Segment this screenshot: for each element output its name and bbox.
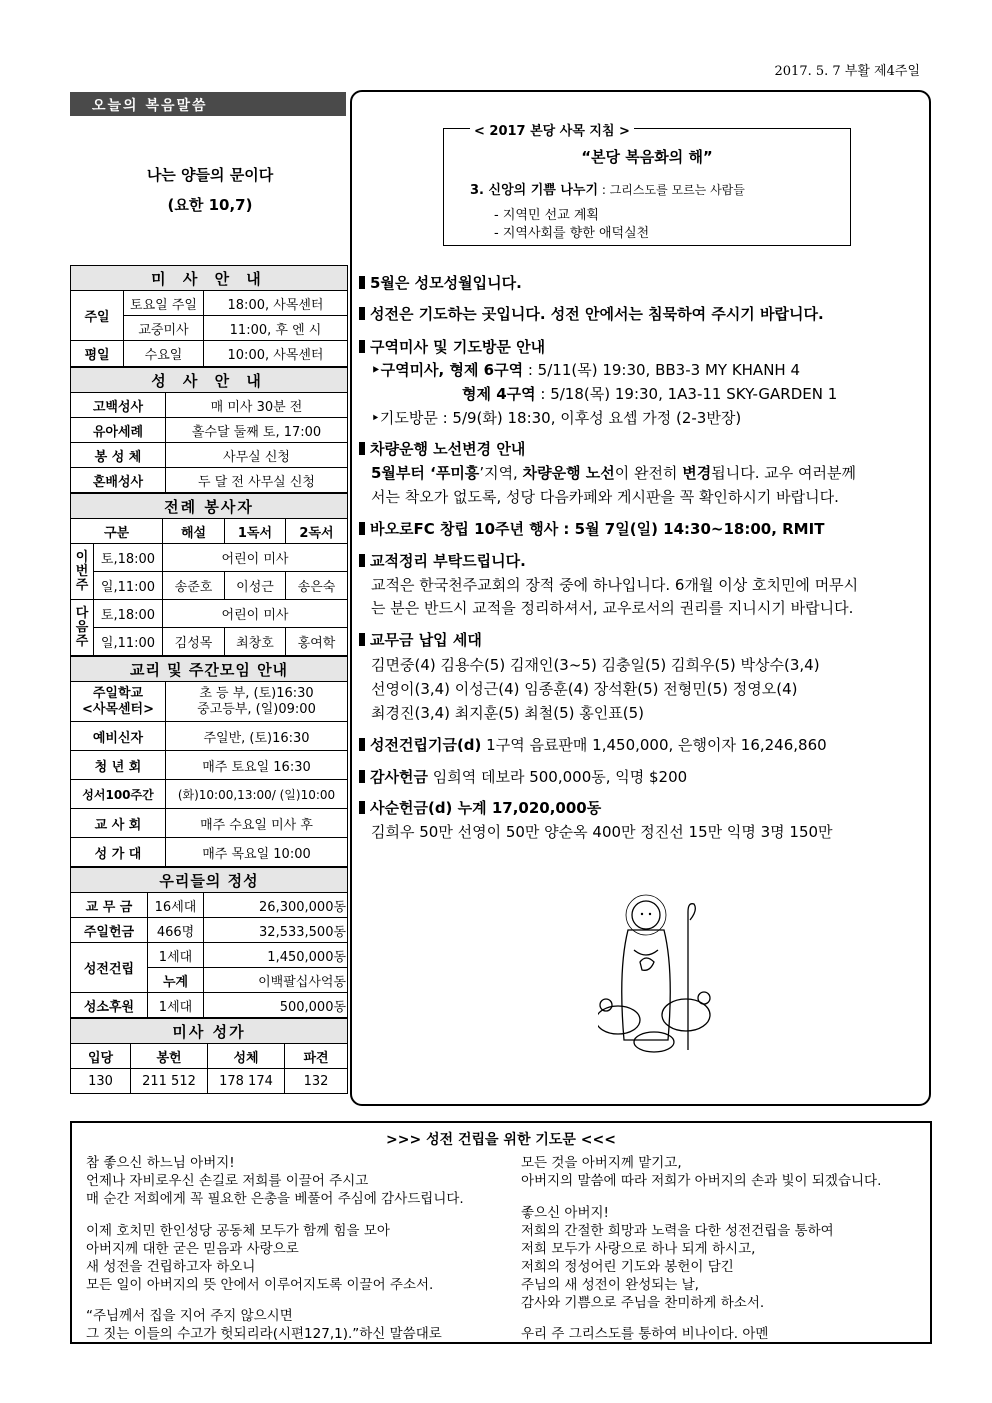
policy-subtitle: “본당 복음화의 해” xyxy=(581,148,713,166)
sacrament-key: 봉 성 체 xyxy=(71,443,166,468)
liturgy-col: 1독서 xyxy=(225,519,286,544)
offering-amount: 32,533,500동 xyxy=(204,918,348,943)
offering-amount: 1,450,000동 xyxy=(204,943,348,968)
prayer-line: 저희 모두가 사랑으로 하나 되게 하시고, xyxy=(521,1241,756,1257)
announcement-title xyxy=(359,629,482,650)
meeting-key-line: 주일학교 xyxy=(92,685,144,701)
sacrament-value: 두 달 전 사무실 신청 xyxy=(166,468,348,493)
announcement-title xyxy=(359,303,824,324)
district-mass-detail: : 5/18(목) 19:30, 1A3-11 SKY-GARDEN 1 xyxy=(535,385,838,403)
hymn-value: 178 174 xyxy=(208,1069,285,1094)
prayer-line: “주님께서 집을 지어 주지 않으시면 xyxy=(86,1308,293,1324)
offering-key: 교 무 금 xyxy=(71,893,148,918)
policy-heading: < 2017 본당 사목 지침 > xyxy=(470,120,634,139)
announcement-line: 김희우 50만 선영이 50만 양순옥 400만 정진선 15만 익명 3명 150만 xyxy=(371,823,833,841)
policy-bullet: - 지역사회를 향한 애덕실천 xyxy=(494,226,650,241)
offering-count: 1세대 xyxy=(148,993,204,1018)
offering-count: 16세대 xyxy=(148,893,204,918)
meetings-heading: 교리 및 주간모임 안내 xyxy=(71,657,348,682)
offering-count: 1세대 xyxy=(148,943,204,968)
announcement-line: 김면중(4) 김용수(5) 김재인(3~5) 김충일(5) 김희우(5) 박상수(3,4) xyxy=(371,656,820,674)
prayer-line: 아버지의 말씀에 따라 저희가 아버지의 손과 빛이 되겠습니다. xyxy=(521,1173,882,1189)
liturgy-cell: 김성목 xyxy=(163,628,225,656)
announcement-title xyxy=(359,734,827,755)
bullet-square xyxy=(359,307,365,320)
meeting-value-line: 초 등 부, (토)16:30 xyxy=(199,685,314,701)
text: 이 완전히 xyxy=(614,464,683,482)
gospel-heading: 오늘의 복음말씀 xyxy=(70,92,346,116)
weekday-label: 평일 xyxy=(71,341,124,367)
hymn-col: 입당 xyxy=(71,1044,131,1069)
prayer-heading: >>> 성전 건립을 위한 기도문 <<< xyxy=(386,1132,616,1148)
announcement-title xyxy=(359,550,526,571)
offering-key: 성전건립 xyxy=(71,943,148,993)
liturgy-cell: 홍여학 xyxy=(286,628,348,656)
prayer-line: 주님의 새 성전이 완성되는 날, xyxy=(521,1277,699,1293)
liturgy-cell: 이성근 xyxy=(225,572,286,600)
liturgy-time: 일,11:00 xyxy=(94,572,163,600)
district-mass-label: ‣구역미사, 형제 6구역 xyxy=(371,361,524,379)
district-mass-label: 형제 4구역 xyxy=(462,385,536,403)
announcement-line: 서는 착오가 없도록, 성당 다음카페와 게시판을 꼭 확인하시기 바랍니다. xyxy=(371,488,839,506)
bullet-square xyxy=(359,554,365,567)
liturgy-cell: 송은숙 xyxy=(286,572,348,600)
announcement-title xyxy=(359,518,824,539)
kyo-time: 11:00, 후 엔 시 xyxy=(204,316,348,341)
announcement-text: 성전건립기금(d) xyxy=(370,736,482,754)
announcement-text: 차량운행 노선변경 안내 xyxy=(370,440,526,458)
announcement-line: ‣기도방문 : 5/9(화) 18:30, 이후성 요셉 가정 (2-3반장) xyxy=(371,409,742,427)
this-week-label: 이번주 xyxy=(71,544,94,600)
meeting-value xyxy=(166,682,348,722)
prayer-line: 모든 일이 아버지의 뜻 안에서 이루어지도록 이끌어 주소서. xyxy=(86,1277,434,1293)
announcement-line xyxy=(462,383,837,404)
announcement-text: 교무금 납입 세대 xyxy=(370,631,482,649)
offering-table xyxy=(70,867,348,1018)
meeting-value: 매주 목요일 10:00 xyxy=(166,838,348,867)
sat-label: 토요일 주일 xyxy=(124,291,204,316)
policy-point xyxy=(470,179,745,198)
offering-amount: 이백팔십사억동 xyxy=(204,968,348,993)
hymn-value: 130 xyxy=(71,1069,131,1094)
meeting-key-line: <사목센터> xyxy=(81,701,155,717)
hymn-value: 211 512 xyxy=(131,1069,208,1094)
prayer-line: 언제나 자비로우신 손길로 저희를 이끌어 주시고 xyxy=(86,1173,369,1189)
announcement-text: 성전은 기도하는 곳입니다. 성전 안에서는 침묵하여 주시기 바랍니다. xyxy=(370,305,824,323)
liturgy-table xyxy=(70,493,348,656)
announcement-line: 는 분은 반드시 교적을 정리하셔서, 교우로서의 권리를 지니시기 바랍니다. xyxy=(371,599,854,617)
hymns-table xyxy=(70,1018,348,1094)
announcement-text: 교적정리 부탁드립니다. xyxy=(370,552,526,570)
emph: 차량운행 노선 xyxy=(522,464,615,482)
hymn-col: 봉헌 xyxy=(131,1044,208,1069)
announcement-title xyxy=(359,797,601,818)
announcement-line: 최경진(3,4) 최지훈(5) 최철(5) 홍인표(5) xyxy=(371,704,644,722)
meeting-value: 매주 토요일 16:30 xyxy=(166,751,348,780)
liturgy-col: 2독서 xyxy=(286,519,348,544)
bullet-square xyxy=(359,340,365,353)
meeting-key: 예비신자 xyxy=(71,722,166,751)
district-mass-detail: : 5/11(목) 19:30, BB3-3 MY KHANH 4 xyxy=(523,361,801,379)
emph: 변경 xyxy=(682,464,712,482)
meeting-key xyxy=(71,682,166,722)
prayer-line: 새 성전을 건립하고자 하오니 xyxy=(86,1259,256,1275)
prayer-line: 매 순간 저희에게 꼭 필요한 은총을 베풀어 주심에 감사드립니다. xyxy=(86,1191,464,1207)
prayer-line: 참 좋으신 하느님 아버지! xyxy=(86,1155,235,1171)
announcement-text: 감사헌금 xyxy=(370,768,428,786)
text: 됩니다. 교우 여러분께 xyxy=(711,464,856,482)
prayer-line: 좋으신 아버지! xyxy=(521,1205,609,1221)
text: ’지역, xyxy=(479,464,523,482)
policy-point-rest: : 그리스도를 모르는 사람들 xyxy=(598,183,745,197)
sacrament-value: 홀수달 둘째 토, 17:00 xyxy=(166,418,348,443)
offering-key: 주일헌금 xyxy=(71,918,148,943)
announcement-line xyxy=(371,359,800,380)
announcement-text: 바오로FC 창립 10주년 행사 : 5월 7일(일) 14:30~18:00, RMIT xyxy=(370,520,825,538)
issue-date: 2017. 5. 7 부활 제4주일 xyxy=(774,64,920,79)
meeting-value-line: 중고등부, (일)09:00 xyxy=(197,701,316,717)
liturgy-col: 구분 xyxy=(71,519,163,544)
liturgy-merged: 어린이 미사 xyxy=(163,544,348,572)
prayer-line: 모든 것을 아버지께 맡기고, xyxy=(521,1155,682,1171)
sacrament-table xyxy=(70,367,348,493)
meeting-key: 청 년 회 xyxy=(71,751,166,780)
hymn-col: 성체 xyxy=(208,1044,285,1069)
prayer-line: 그 짓는 이들의 수고가 헛되리라(시편127,1).”하신 말씀대로 xyxy=(86,1326,442,1342)
bullet-square xyxy=(359,276,365,289)
offering-amount: 26,300,000동 xyxy=(204,893,348,918)
hymns-heading: 미사 성가 xyxy=(71,1019,348,1044)
bullet-square xyxy=(359,801,365,814)
sacrament-value: 사무실 신청 xyxy=(166,443,348,468)
meeting-value: 매주 수요일 미사 후 xyxy=(166,809,348,838)
meeting-key: 성서100주간 xyxy=(71,780,166,809)
wed-label: 수요일 xyxy=(124,341,204,367)
gospel-reference: (요한 10,7) xyxy=(167,196,253,214)
announcement-title xyxy=(359,336,545,357)
kyo-label: 교중미사 xyxy=(124,316,204,341)
emph: 5월부터 ‘ xyxy=(371,464,436,482)
sacrament-key: 유아세례 xyxy=(71,418,166,443)
next-week-label: 다음주 xyxy=(71,600,94,656)
prayer-line: 이제 호치민 한인성당 공동체 모두가 함께 힘을 모아 xyxy=(86,1223,390,1239)
mass-heading: 미 사 안 내 xyxy=(71,266,348,291)
prayer-line: 아버지께 대한 굳은 믿음과 사랑으로 xyxy=(86,1241,299,1257)
meeting-key: 성 가 대 xyxy=(71,838,166,867)
offering-amount: 500,000동 xyxy=(204,993,348,1018)
announcement-line: 선영이(3,4) 이성근(4) 임종훈(4) 장석환(5) 전형민(5) 정영오(4) xyxy=(371,680,798,698)
announcement-text: 구역미사 및 기도방문 안내 xyxy=(370,338,546,356)
liturgy-merged: 어린이 미사 xyxy=(163,600,348,628)
prayer-line: 우리 주 그리스도를 통하여 비나이다. 아멘 xyxy=(521,1326,769,1342)
sunday-label: 주일 xyxy=(71,291,124,341)
liturgy-col: 해설 xyxy=(163,519,225,544)
gospel-title: 나는 양들의 문이다 xyxy=(146,166,274,184)
announcement-text: 사순헌금(d) 누계 17,020,000동 xyxy=(370,799,602,817)
announcement-text: 5월은 성모성월입니다. xyxy=(370,274,522,292)
sacrament-key: 혼배성사 xyxy=(71,468,166,493)
sat-time: 18:00, 사목센터 xyxy=(204,291,348,316)
announcement-title xyxy=(359,272,522,293)
liturgy-cell: 송준호 xyxy=(163,572,225,600)
wed-time: 10:00, 사목센터 xyxy=(204,341,348,367)
liturgy-heading: 전례 봉사자 xyxy=(71,494,348,519)
meeting-value: 주일반, (토)16:30 xyxy=(166,722,348,751)
announcement-title xyxy=(359,438,525,459)
emph: 푸미흥 xyxy=(435,464,480,482)
announcement-line: 교적은 한국천주교회의 장적 중에 하나입니다. 6개월 이상 호치민에 머무시 xyxy=(371,576,859,594)
meeting-value: (화)10:00,13:00/ (일)10:00 xyxy=(166,780,348,809)
hymn-value: 132 xyxy=(285,1069,348,1094)
mass-table xyxy=(70,265,348,367)
liturgy-cell: 최창호 xyxy=(225,628,286,656)
announcement-line xyxy=(371,462,856,483)
offering-count: 466명 xyxy=(148,918,204,943)
sacrament-key: 고백성사 xyxy=(71,393,166,418)
meetings-table xyxy=(70,656,348,867)
good-shepherd-illustration xyxy=(598,890,718,1060)
announcement-detail: 임희역 데보라 500,000동, 익명 $200 xyxy=(427,768,688,786)
offering-count: 누계 xyxy=(148,968,204,993)
offering-heading: 우리들의 정성 xyxy=(71,868,348,893)
bullet-square xyxy=(359,738,365,751)
announcement-title xyxy=(359,766,687,787)
prayer-line: 감사와 기쁨으로 주님을 찬미하게 하소서. xyxy=(521,1295,765,1311)
bullet-square xyxy=(359,442,365,455)
bullet-square xyxy=(359,770,365,783)
sacrament-heading: 성 사 안 내 xyxy=(71,368,348,393)
left-info-tables xyxy=(70,265,347,1094)
liturgy-time: 일,11:00 xyxy=(94,628,163,656)
sacrament-value: 매 미사 30분 전 xyxy=(166,393,348,418)
liturgy-time: 토,18:00 xyxy=(94,544,163,572)
offering-key: 성소후원 xyxy=(71,993,148,1018)
policy-bullet: - 지역민 선교 계획 xyxy=(494,208,599,223)
policy-point-title: 3. 신앙의 기쁨 나누기 xyxy=(470,183,599,198)
meeting-key: 교 사 회 xyxy=(71,809,166,838)
liturgy-time: 토,18:00 xyxy=(94,600,163,628)
prayer-line: 저희의 간절한 희망과 노력을 다한 성전건립을 통하여 xyxy=(521,1223,834,1239)
announcement-detail: 1구역 음료판매 1,450,000, 은행이자 16,246,860 xyxy=(481,736,827,754)
prayer-line: 저희의 정성어린 기도와 봉헌이 담긴 xyxy=(521,1259,734,1275)
bullet-square xyxy=(359,633,365,646)
hymn-col: 파견 xyxy=(285,1044,348,1069)
bullet-square xyxy=(359,522,365,535)
